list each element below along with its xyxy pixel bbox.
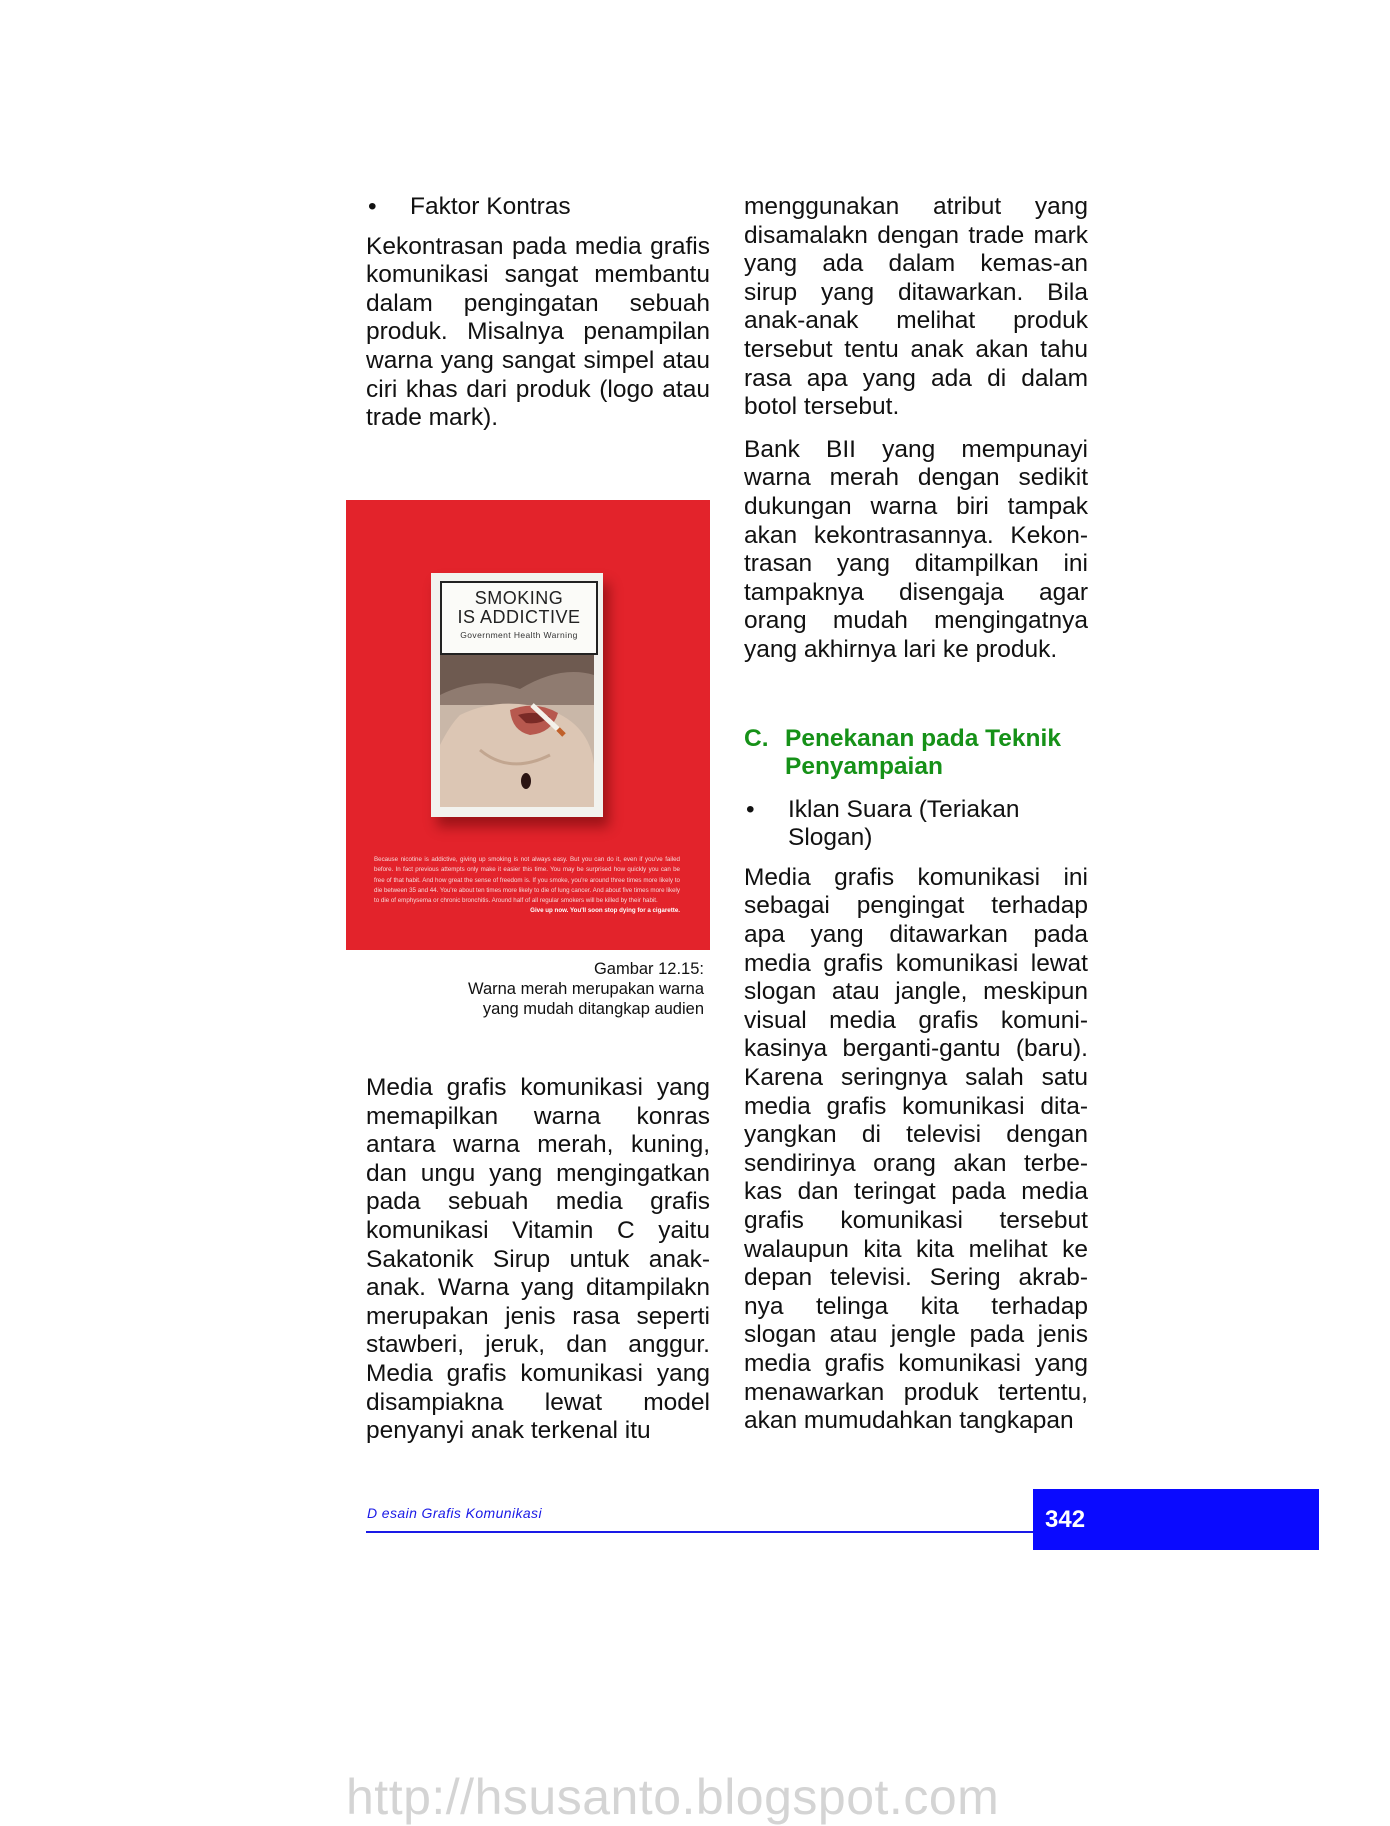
page-number: 342 <box>1045 1506 1086 1533</box>
pack-warning-label <box>440 581 598 655</box>
footer-rule <box>366 1531 1034 1533</box>
bullet-item-iklan-suara <box>744 796 1088 853</box>
bullet-dot: • <box>368 193 377 220</box>
caption-line-3: yang mudah ditangkap audien <box>482 1000 704 1018</box>
ad-body-text <box>374 855 680 917</box>
bullet-dot: • <box>746 795 755 823</box>
ad-body-copy: Because nicotine is addictive, giving up smoking is not always easy. But you can do it, even if you've failed before. In fact previous attempts only make it easier this time. You may be surprised how quickly you can be free of that habit. And how great the sense of freedom is. If you smoke, you're around three times more likely to die between 35 and 44. You're about ten times more likely to die of lung cancer. And about five times more likely to die of emphysema or chronic bronchitis. Around half of all regular smokers will be killed by their habit. <box>374 856 680 905</box>
bullet-text: Iklan Suara (Teriakan Slogan) <box>788 795 1020 852</box>
paragraph-kekontrasan: Kekontrasan pada media grafis komunikasi sangat membantu dalam pengingatan sebuah produk. Misalnya penampilan warna yang sangat simpel atau ciri khas dari produk (logo atau trade mark). <box>366 232 710 432</box>
section-heading <box>744 725 1088 782</box>
figure-caption <box>420 959 704 1019</box>
section-title: Penekanan pada Teknik Penyampaian <box>785 724 1061 781</box>
paragraph-atribut: menggunakan atribut yang disamalakn dengan trade mark yang ada dalam kemas-an sirup yang ditawarkan. Bila anak-anak melihat produk tersebut tentu anak akan tahu rasa apa yang ada di dalam botol tersebut. <box>744 193 1088 421</box>
bullet-item-faktor-kontras <box>366 193 710 222</box>
left-column <box>366 193 710 433</box>
caption-line-1: Gambar 12.15: <box>593 960 704 978</box>
watermark-url: http://hsusanto.blogspot.com <box>346 1769 1000 1825</box>
left-column-lower <box>366 1074 710 1446</box>
page-number-box <box>1033 1489 1319 1550</box>
paragraph-bank-bii: Bank BII yang mempunayi warna merah dengan sedikit dukungan warna biri tampak akan kekontrasannya. Kekon-trasan yang ditampilkan ini tampaknya disengaja agar orang mudah mengingatnya yang akhirnya lari ke produk. <box>744 435 1088 663</box>
section-number: C. <box>744 724 769 752</box>
pack-warning-subtitle: Government Health Warning <box>460 630 578 640</box>
footer-book-title: D esain Grafis Komunikasi <box>367 1505 542 1521</box>
smoker-photo <box>440 655 594 807</box>
cigarette-pack <box>431 573 603 817</box>
pack-warning-line1: SMOKING <box>474 588 564 608</box>
right-column <box>744 193 1088 1436</box>
figure-smoking-ad <box>346 500 710 950</box>
paragraph-media-pengingat: Media grafis komunikasi ini sebagai pengingat terhadap apa yang ditawarkan pada media grafis komunikasi lewat slogan atau jangle, meskipun visual media grafis komuni-kasinya berganti-gantu (baru). Karena seringnya salah satu media grafis komunikasi dita-yangkan di televisi dengan sendirinya orang akan terbe-kas dan teringat pada media grafis komunikasi tersebut walaupun kita kita melihat ke depan televisi. Sering akrab-nya telinga kita terhadap slogan atau jengle pada jenis media grafis komunikasi yang menawarkan produk tertentu, akan mumudahkan tangkapan <box>744 863 1088 1435</box>
bullet-text: Faktor Kontras <box>410 193 571 220</box>
caption-line-2: Warna merah merupakan warna <box>468 980 704 998</box>
paragraph-media-grafis-kontras: Media grafis komunikasi yang memapilkan warna konras antara warna merah, kuning, dan ungu yang mengingatkan pada sebuah media grafis komunikasi Vitamin C yaitu Sakatonik Sirup untuk anak-anak. Warna yang ditampilakn merupakan jenis rasa seperti stawberi, jeruk, dan anggur. Media grafis komunikasi yang disampiakna lewat model penyanyi anak terkenal itu <box>366 1074 710 1445</box>
ad-tagline: Give up now. You'll soon stop dying for a cigarette. <box>530 907 680 915</box>
pack-warning-line2: IS ADDICTIVE <box>457 607 581 627</box>
